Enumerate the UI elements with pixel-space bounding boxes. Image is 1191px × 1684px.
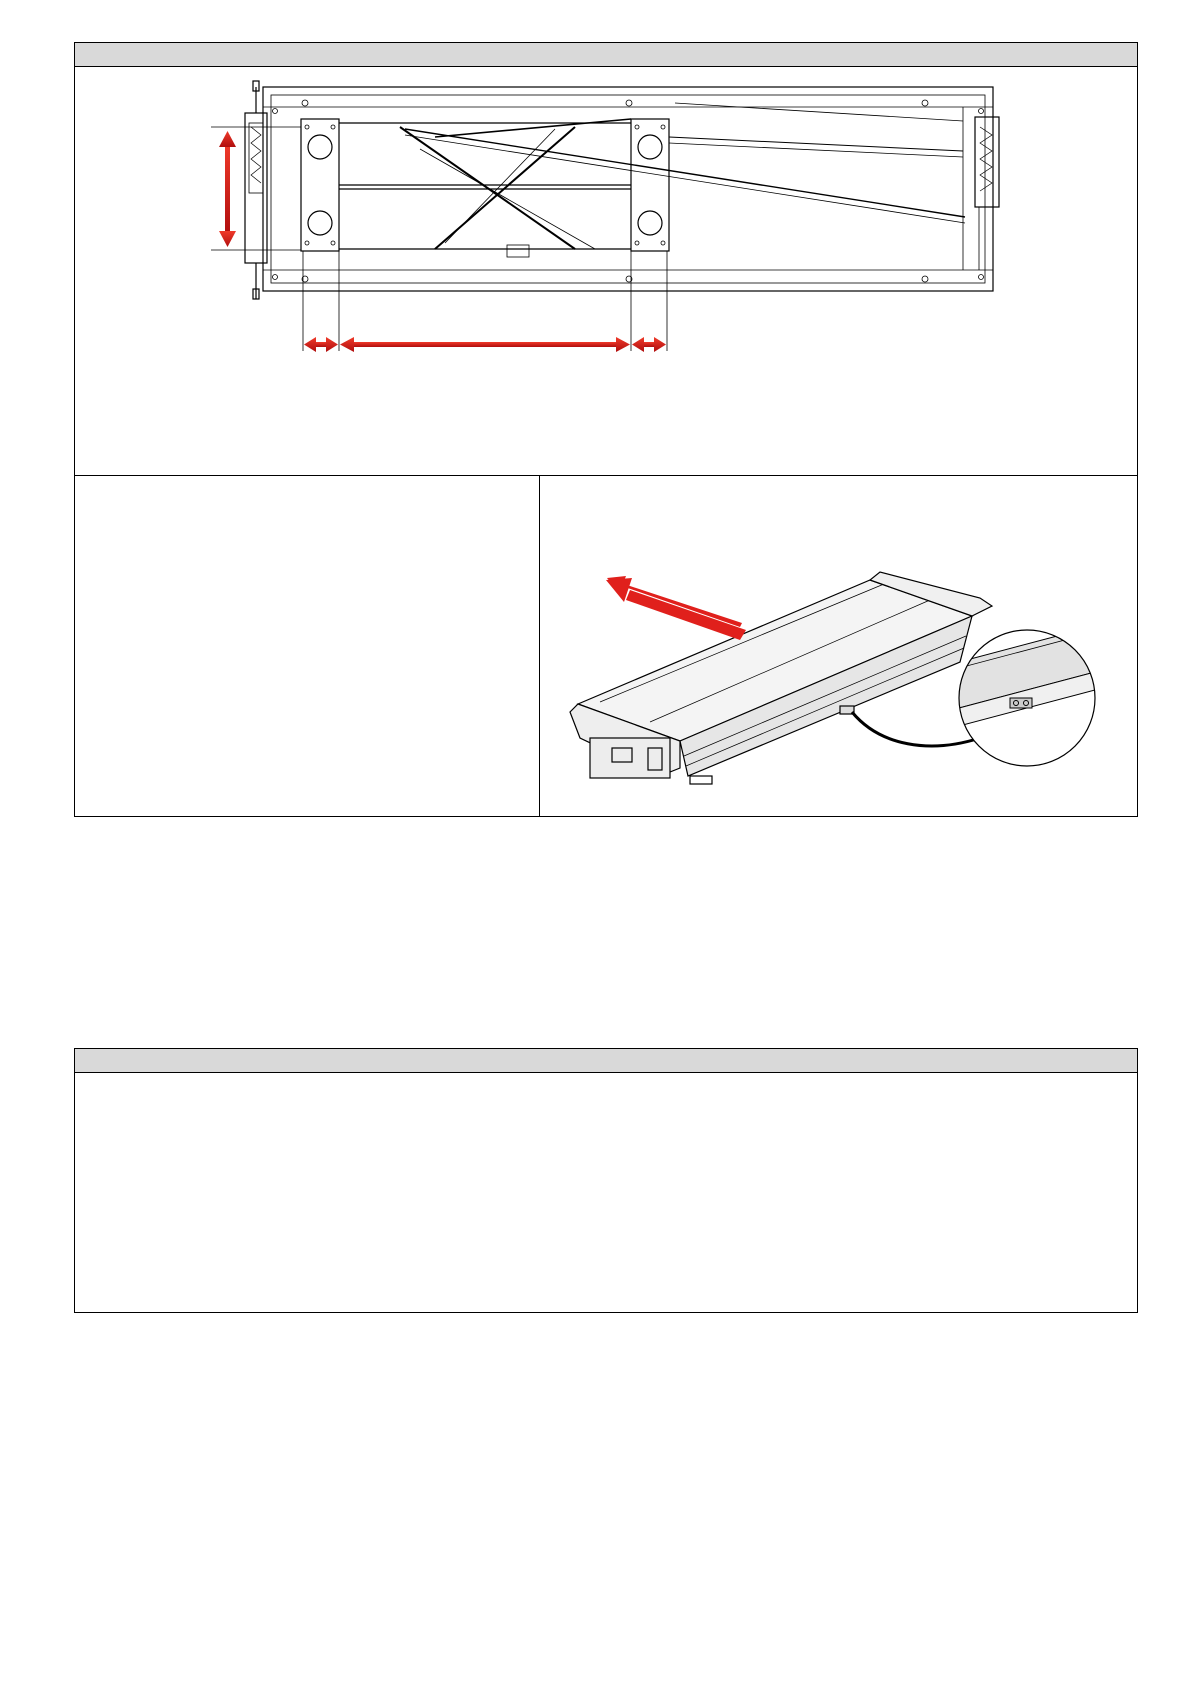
section-1-table	[74, 42, 1138, 817]
direction-arrow	[606, 576, 746, 640]
horizontal-dimension-arrow-middle	[340, 337, 630, 352]
section-2-body	[75, 1073, 1137, 1312]
bottom-left-cell	[75, 476, 540, 816]
section-2-header	[75, 1049, 1137, 1073]
frame-plan-drawing	[75, 67, 1137, 475]
top-figure-cell	[75, 67, 1137, 476]
section-2-table	[74, 1048, 1138, 1313]
bottom-right-cell	[540, 476, 1137, 816]
rail-isometric-drawing	[540, 476, 1137, 816]
vertical-dimension-arrow	[219, 131, 236, 247]
section-1-header	[75, 43, 1137, 67]
horizontal-dimension-arrow-left	[304, 337, 338, 352]
horizontal-dimension-arrow-right	[632, 337, 666, 352]
detail-callout	[959, 626, 1095, 766]
